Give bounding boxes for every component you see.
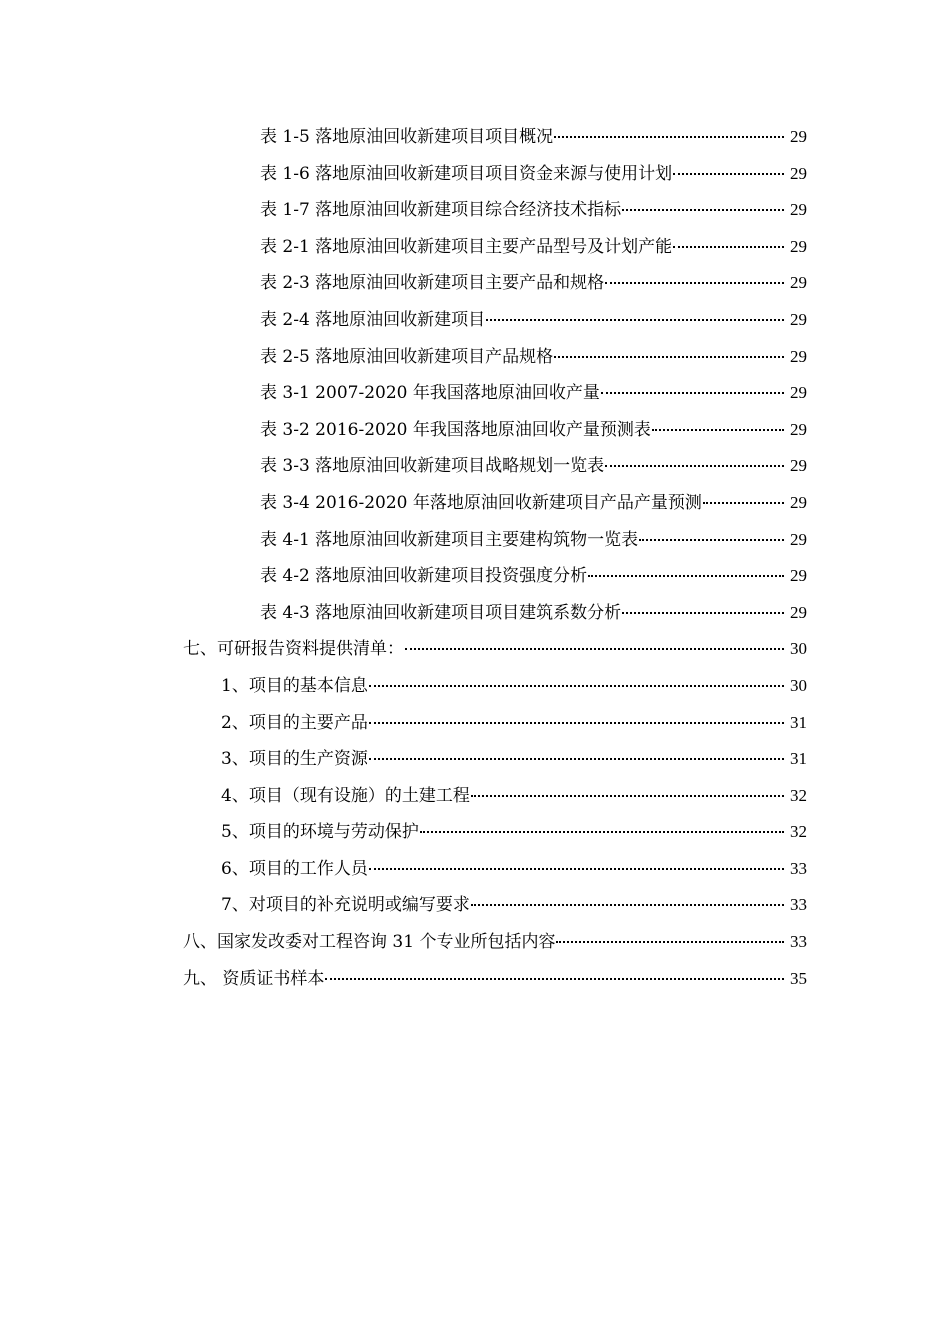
toc-entry-page-number: 30 xyxy=(790,675,807,695)
toc-entry-page-number: 29 xyxy=(790,529,807,549)
toc-dot-leader xyxy=(556,940,784,943)
toc-entry-label: 表 1-5 落地原油回收新建项目项目概况 xyxy=(260,127,554,147)
toc-dot-leader xyxy=(471,794,784,797)
toc-dot-leader xyxy=(622,208,784,211)
toc-entry[interactable] xyxy=(0,924,950,961)
toc-dot-leader xyxy=(703,501,784,504)
toc-entry-label: 七、可研报告资料提供清单： xyxy=(183,639,404,660)
toc-entry[interactable] xyxy=(0,229,950,266)
toc-dot-leader xyxy=(471,903,784,906)
toc-entry[interactable] xyxy=(0,887,950,924)
toc-dot-leader xyxy=(673,245,784,248)
toc-dot-leader xyxy=(673,172,784,175)
toc-entry[interactable] xyxy=(0,339,950,376)
toc-entry-page-number: 33 xyxy=(790,858,807,878)
toc-entry-label: 表 1-7 落地原油回收新建项目综合经济技术指标 xyxy=(260,200,622,221)
toc-entry-label: 表 2-3 落地原油回收新建项目主要产品和规格 xyxy=(260,273,605,294)
toc-dot-leader xyxy=(605,281,784,284)
toc-dot-leader xyxy=(601,391,784,394)
toc-dot-leader xyxy=(605,464,784,467)
toc-entry-page-number: 29 xyxy=(790,273,807,293)
toc-entry[interactable] xyxy=(0,595,950,632)
toc-entry-page-number: 29 xyxy=(790,566,807,586)
toc-entry-label: 八、国家发改委对工程咨询 31 个专业所包括内容 xyxy=(183,932,556,953)
toc-entry-page-number: 29 xyxy=(790,163,807,183)
toc-entry[interactable] xyxy=(0,668,950,705)
toc-dot-leader xyxy=(486,318,784,321)
toc-entry[interactable] xyxy=(0,192,950,229)
toc-entry-page-number: 29 xyxy=(790,602,807,622)
toc-entry-page-number: 32 xyxy=(790,785,807,805)
toc-entry-label: 表 1-6 落地原油回收新建项目项目资金来源与使用计划 xyxy=(260,163,673,184)
toc-entry-label: 1、项目的基本信息 xyxy=(221,675,368,696)
toc-entry-page-number: 30 xyxy=(790,639,807,659)
toc-dot-leader xyxy=(369,721,784,724)
toc-entry-label: 表 4-1 落地原油回收新建项目主要建构筑物一览表 xyxy=(260,529,639,550)
toc-entry-label: 表 3-3 落地原油回收新建项目战略规划一览表 xyxy=(260,456,605,477)
toc-entry[interactable] xyxy=(0,631,950,668)
toc-entry-page-number: 33 xyxy=(790,895,807,915)
toc-dot-leader xyxy=(325,977,784,980)
toc-entry-label: 表 2-1 落地原油回收新建项目主要产品型号及计划产能 xyxy=(260,236,673,257)
toc-entry[interactable] xyxy=(0,156,950,193)
toc-dot-leader xyxy=(639,538,784,541)
toc-entry-page-number: 29 xyxy=(790,200,807,220)
toc-dot-leader xyxy=(588,574,784,577)
toc-entry[interactable] xyxy=(0,741,950,778)
toc-entry-page-number: 33 xyxy=(790,932,807,952)
table-of-contents xyxy=(0,119,950,997)
toc-entry[interactable] xyxy=(0,961,950,998)
toc-entry-page-number: 29 xyxy=(790,309,807,329)
toc-entry[interactable] xyxy=(0,851,950,888)
toc-entry[interactable] xyxy=(0,522,950,559)
toc-entry-page-number: 29 xyxy=(790,492,807,512)
toc-dot-leader xyxy=(369,757,784,760)
toc-entry[interactable] xyxy=(0,814,950,851)
toc-entry-label: 表 4-2 落地原油回收新建项目投资强度分析 xyxy=(260,566,588,587)
toc-entry-label: 4、项目（现有设施）的土建工程 xyxy=(221,785,470,806)
toc-entry[interactable] xyxy=(0,375,950,412)
toc-entry-page-number: 32 xyxy=(790,822,807,842)
toc-entry[interactable] xyxy=(0,558,950,595)
toc-entry[interactable] xyxy=(0,119,950,156)
toc-entry[interactable] xyxy=(0,778,950,815)
toc-entry-label: 7、对项目的补充说明或编写要求 xyxy=(221,895,470,916)
toc-entry[interactable] xyxy=(0,302,950,339)
toc-entry[interactable] xyxy=(0,705,950,742)
toc-entry-label: 5、项目的环境与劳动保护 xyxy=(221,822,419,843)
toc-entry-label: 表 4-3 落地原油回收新建项目项目建筑系数分析 xyxy=(260,602,622,623)
toc-dot-leader xyxy=(420,830,784,833)
toc-entry-label: 表 3-2 2016-2020 年我国落地原油回收产量预测表 xyxy=(260,419,651,440)
toc-entry-label: 3、项目的生产资源 xyxy=(221,749,368,770)
toc-dot-leader xyxy=(554,135,784,138)
toc-entry-page-number: 29 xyxy=(790,456,807,476)
toc-entry-label: 表 3-1 2007-2020 年我国落地原油回收产量 xyxy=(260,383,600,404)
toc-entry-page-number: 29 xyxy=(790,127,807,146)
toc-entry[interactable] xyxy=(0,448,950,485)
toc-entry-page-number: 31 xyxy=(790,749,807,769)
toc-entry-label: 表 2-4 落地原油回收新建项目 xyxy=(260,309,486,330)
toc-dot-leader xyxy=(369,867,784,870)
toc-entry-label: 九、 资质证书样本 xyxy=(183,968,325,989)
toc-dot-leader xyxy=(652,428,784,431)
toc-dot-leader xyxy=(405,647,784,650)
toc-entry-label: 表 2-5 落地原油回收新建项目产品规格 xyxy=(260,346,554,367)
toc-entry-page-number: 29 xyxy=(790,346,807,366)
toc-entry-label: 表 3-4 2016-2020 年落地原油回收新建项目产品产量预测 xyxy=(260,492,702,513)
toc-entry-page-number: 31 xyxy=(790,712,807,732)
toc-entry-label: 2、项目的主要产品 xyxy=(221,712,368,733)
toc-entry[interactable] xyxy=(0,412,950,449)
toc-entry-page-number: 29 xyxy=(790,419,807,439)
toc-entry[interactable] xyxy=(0,485,950,522)
toc-dot-leader xyxy=(369,684,784,687)
toc-entry-page-number: 35 xyxy=(790,968,807,988)
toc-dot-leader xyxy=(554,355,784,358)
toc-entry[interactable] xyxy=(0,265,950,302)
toc-entry-page-number: 29 xyxy=(790,236,807,256)
toc-entry-page-number: 29 xyxy=(790,383,807,403)
toc-dot-leader xyxy=(622,611,784,614)
toc-entry-label: 6、项目的工作人员 xyxy=(221,858,368,879)
